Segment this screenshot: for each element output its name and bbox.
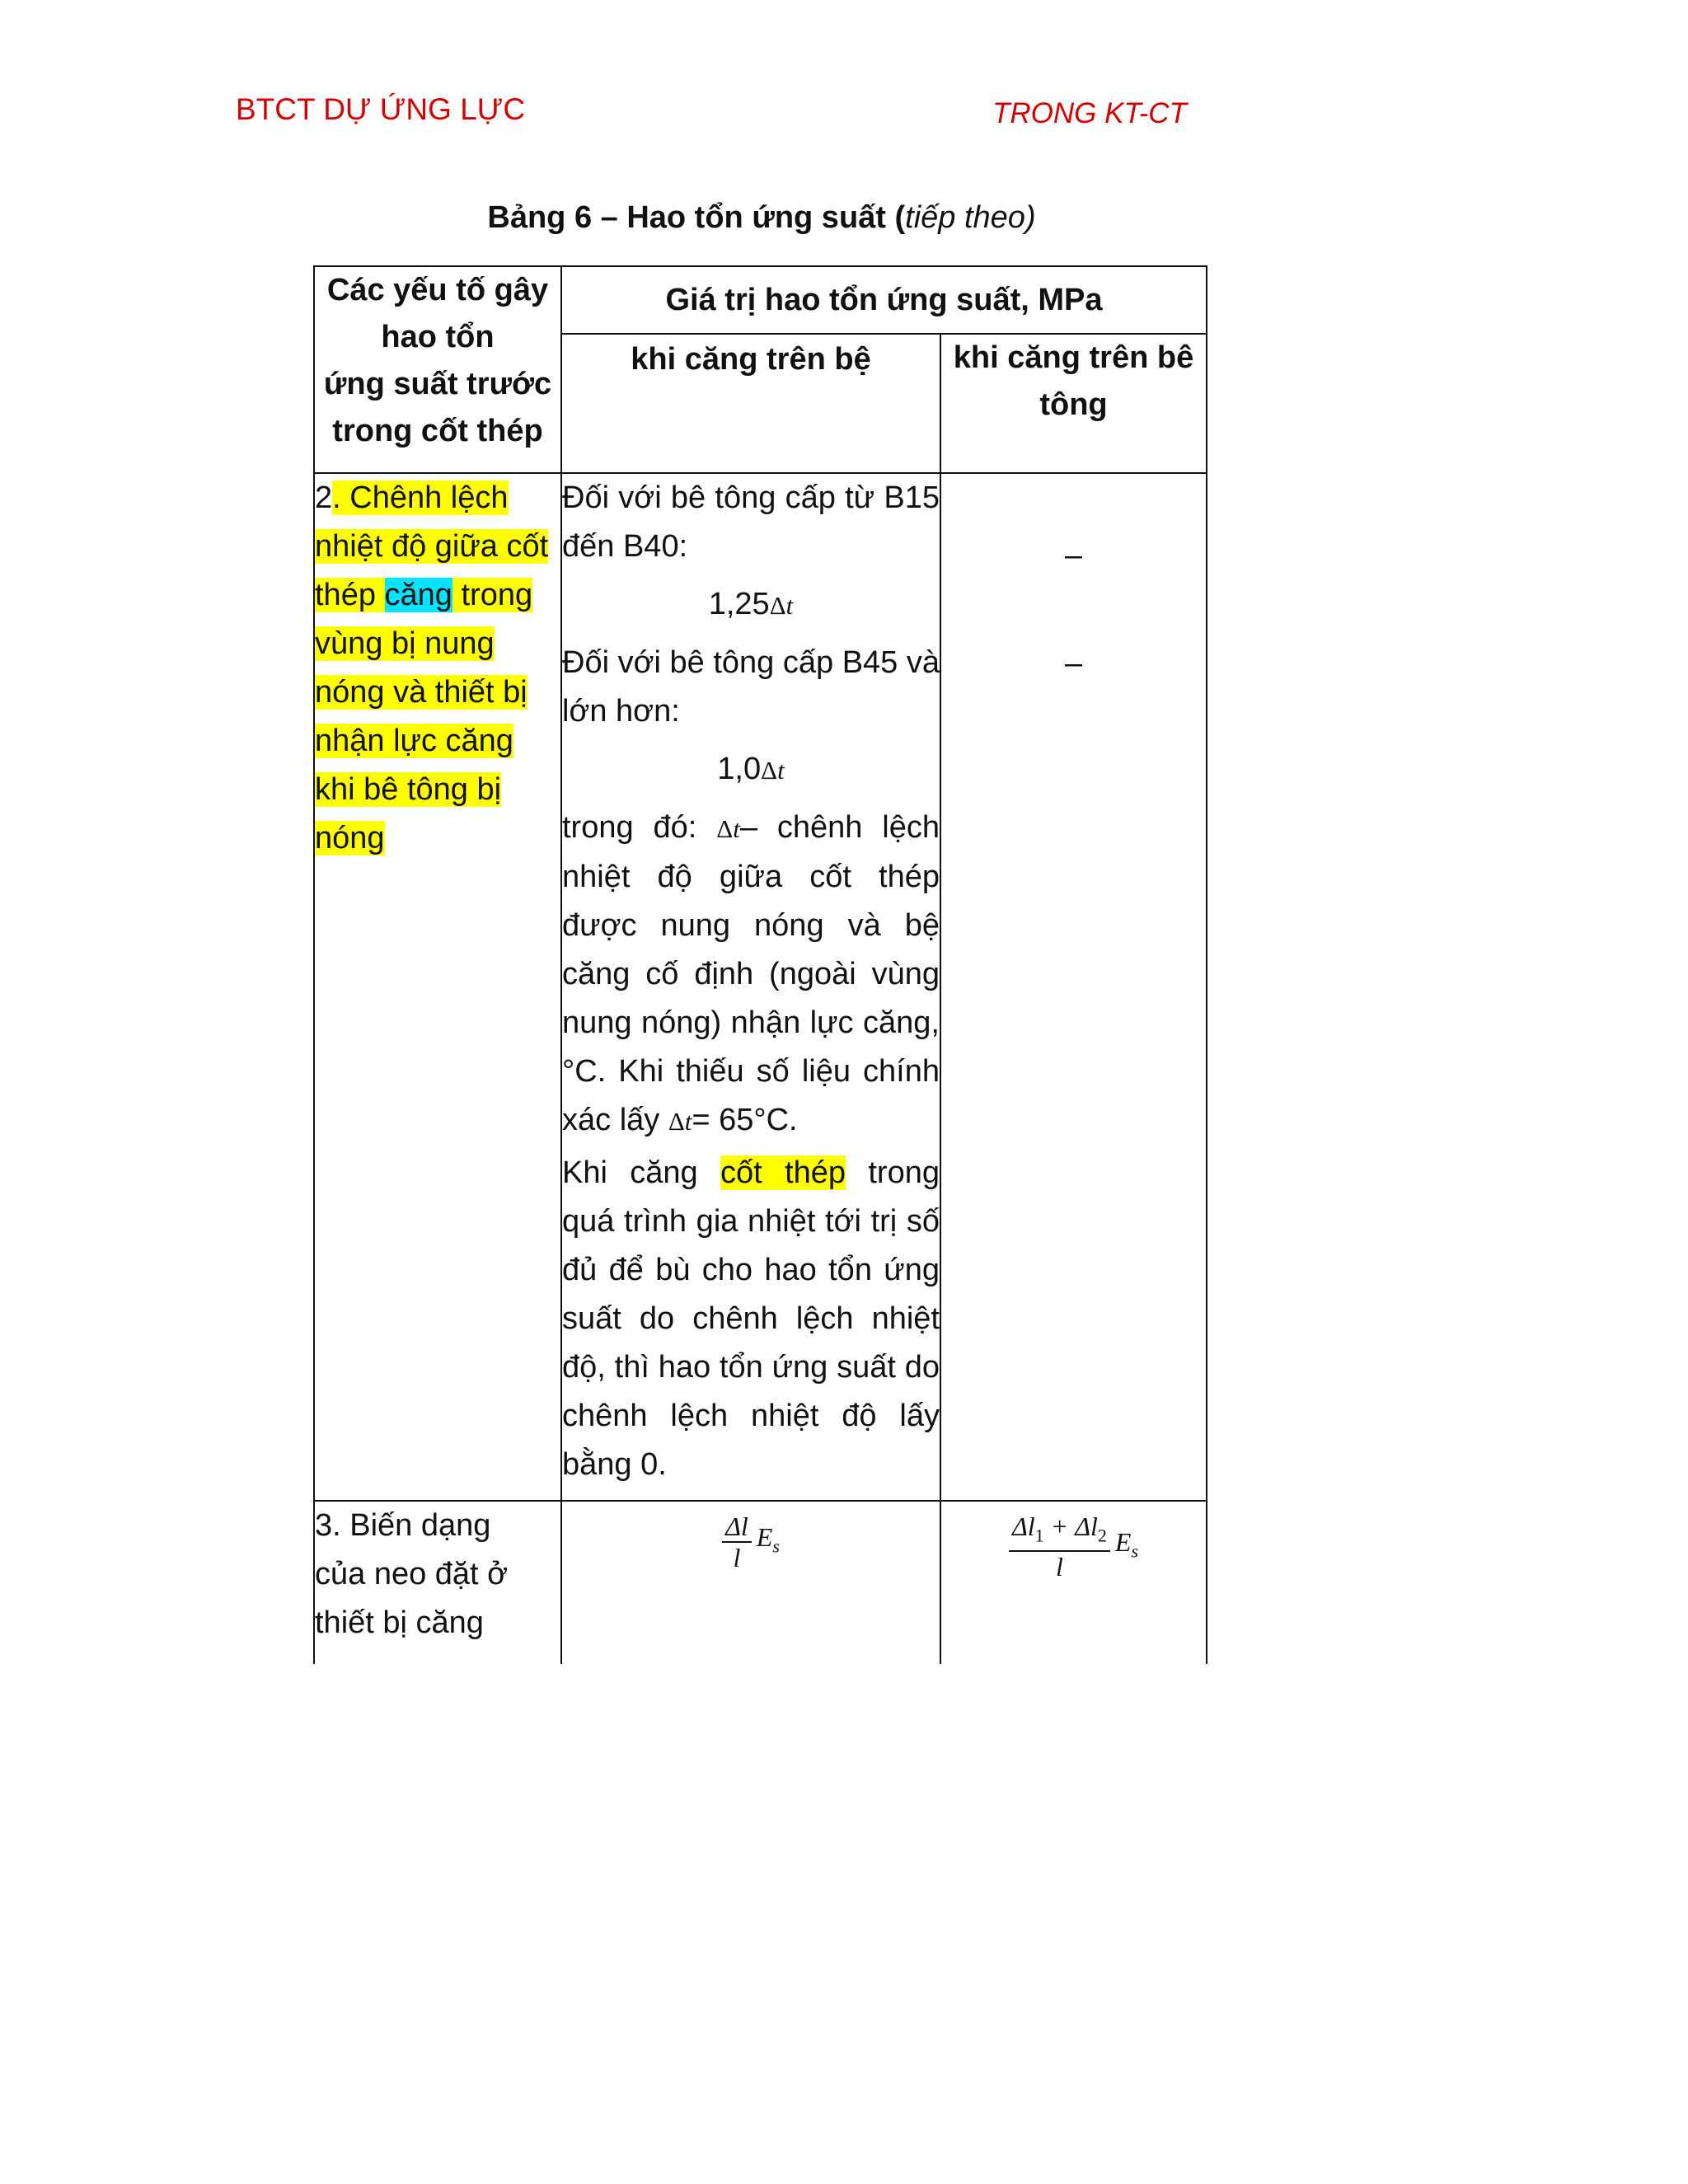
row2-factor-cell <box>314 473 561 1501</box>
fraction-numerator <box>722 1511 752 1543</box>
caption-main: Bảng 6 – Hao tổn ứng suất ( <box>487 200 906 235</box>
sub1: 1 <box>1034 1525 1044 1546</box>
col1-header-line: trong cốt thép <box>332 414 543 448</box>
highlighted-text: . Chênh lệch <box>332 480 509 515</box>
highlighted-text: nhiệt độ giữa cốt <box>315 529 549 564</box>
header-right-title: TRONG KT-CT <box>992 97 1187 129</box>
delta: Δ <box>769 591 786 620</box>
num-text: Δl <box>725 1511 748 1541</box>
loss-table <box>313 265 1207 1664</box>
formula-1-0 <box>562 736 940 804</box>
formula-coef: 1,25 <box>708 587 770 621</box>
header-left-title: BTCT DỰ ỨNG LỰC <box>236 92 526 126</box>
table-caption <box>0 200 1523 236</box>
delta: Δ <box>716 814 734 843</box>
es-symbol <box>757 1513 780 1570</box>
num-text: Δl <box>1011 1511 1035 1541</box>
delta-t-symbol <box>716 814 740 843</box>
col1-header-line: hao tổn <box>381 320 495 354</box>
t-var: t <box>777 756 785 785</box>
delta-t-symbol <box>668 1107 692 1136</box>
paragraph <box>562 804 940 1146</box>
dash-value: – <box>1064 538 1083 573</box>
col1-header-line: Các yếu tố gây <box>326 273 549 307</box>
delta-t-symbol <box>761 756 785 785</box>
formula-coef: 1,0 <box>717 752 762 786</box>
num-text: + Δl <box>1043 1511 1098 1541</box>
text: Khi căng <box>562 1155 721 1190</box>
col1-header <box>314 266 561 473</box>
row3-line: 3. Biến dạng <box>315 1508 491 1543</box>
row3-line: thiết bị căng <box>315 1605 484 1640</box>
highlighted-text: nhận lực căng <box>315 724 513 758</box>
text: – chênh lệch nhiệt độ giữa cốt thép được nung nóng và bệ căng cố định (ngoài vùng nung nóng) nhận lực căng, °C. Khi thiếu số liệu chính xác lấy <box>562 810 940 1137</box>
row3-line: của neo đặt ở <box>315 1557 509 1591</box>
highlighted-text-cyan: căng <box>384 578 452 612</box>
text: trong quá trình gia nhiệt tới trị số đủ để bù cho hao tổn ứng suất do chênh lệch nhiệt độ, thì hao tổn ứng suất do chênh lệch nhiệt độ lấy bằng 0. <box>562 1155 940 1482</box>
sub-header-concrete <box>940 334 1207 473</box>
highlighted-text: trong <box>452 578 533 612</box>
formula-1-25 <box>562 571 940 639</box>
e-letter: E <box>1114 1527 1132 1557</box>
delta: Δ <box>761 756 778 785</box>
s-sub: s <box>772 1535 780 1557</box>
text: trong đó: <box>562 810 717 845</box>
row2-bench-value-cell <box>561 473 940 1501</box>
delta-t-symbol <box>770 591 794 620</box>
highlighted-text: cốt thép <box>720 1155 846 1190</box>
text: = 65°C. <box>692 1103 798 1137</box>
es-symbol <box>1115 1518 1138 1575</box>
sub-header-bench: khi căng trên bệ <box>561 334 940 473</box>
row2-concrete-value-cell <box>940 473 1207 1501</box>
sub-header-line: khi căng trên bê <box>953 340 1194 375</box>
col1-header-line: ứng suất trước <box>323 367 552 401</box>
formula-dl-over-l-es <box>722 1511 780 1572</box>
highlighted-text: vùng bị nung <box>315 626 495 661</box>
highlighted-text: nóng <box>315 821 385 855</box>
paragraph: Đối với bê tông cấp từ B15 đến B40: <box>562 480 940 564</box>
highlighted-text: nóng và thiết bị <box>315 675 528 710</box>
sub-header-line: tông <box>1039 387 1108 422</box>
row3-concrete-formula-cell <box>940 1501 1207 1664</box>
fraction-numerator <box>1009 1511 1110 1552</box>
formula-dl1-dl2-over-l-es <box>1009 1511 1138 1582</box>
fraction <box>722 1511 752 1572</box>
fraction-denominator: l <box>1055 1552 1063 1582</box>
row2-number: 2 <box>315 480 333 515</box>
e-letter: E <box>756 1522 773 1553</box>
delta: Δ <box>668 1107 685 1136</box>
s-sub: s <box>1131 1540 1139 1562</box>
highlighted-text: khi bê tông bị <box>315 772 502 807</box>
highlighted-text: thép <box>315 578 385 612</box>
t-var: t <box>733 814 740 843</box>
t-var: t <box>785 591 794 620</box>
row3-bench-formula-cell <box>561 1501 940 1664</box>
fraction-denominator: l <box>733 1543 741 1572</box>
sub2: 2 <box>1097 1525 1107 1546</box>
t-var: t <box>684 1107 692 1136</box>
caption-italic: tiếp theo) <box>905 200 1036 235</box>
dash-value: – <box>1064 646 1083 681</box>
fraction <box>1009 1511 1110 1582</box>
paragraph: Đối với bê tông cấp B45 và lớn hơn: <box>562 645 940 729</box>
group-header: Giá trị hao tổn ứng suất, MPa <box>561 266 1207 334</box>
row3-factor-cell <box>314 1501 561 1664</box>
paragraph <box>562 1149 940 1489</box>
